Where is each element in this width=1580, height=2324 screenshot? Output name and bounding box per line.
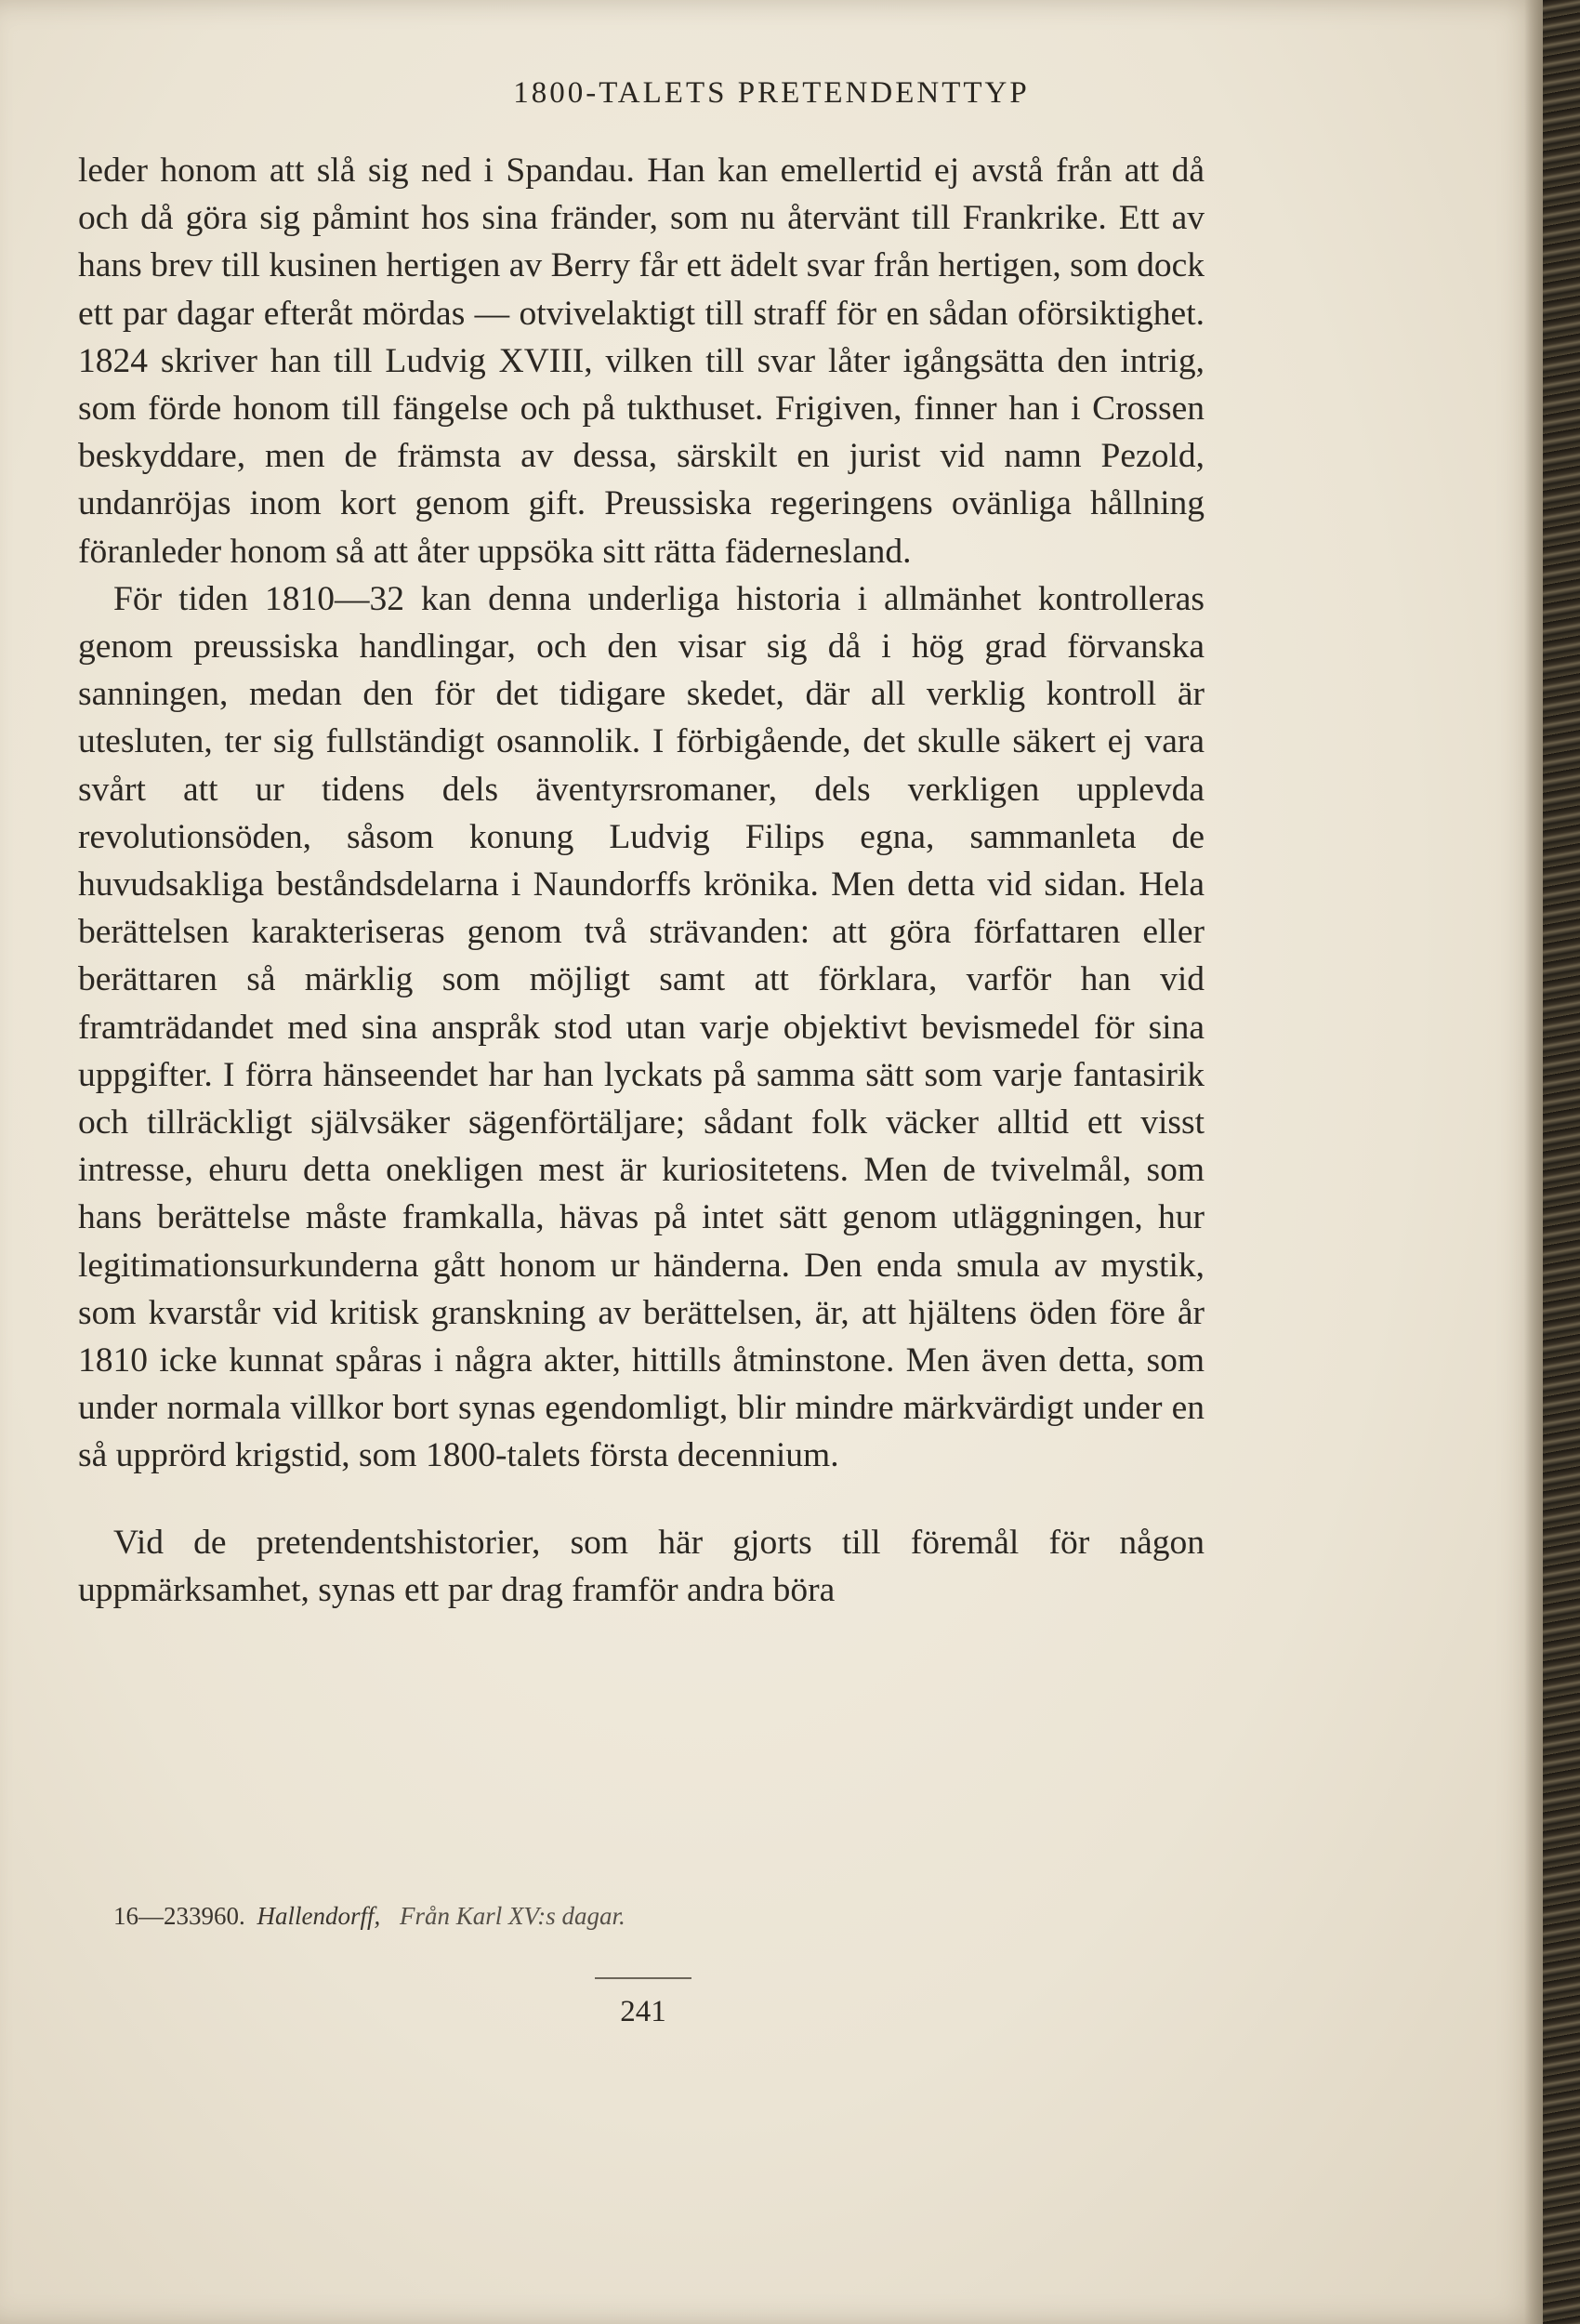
- page-number-rule: [595, 1977, 691, 1979]
- book-title: Från Karl XV:s dagar.: [400, 1902, 625, 1930]
- body-text: [78, 147, 1205, 1614]
- paragraph-2: För tiden 1810—32 kan denna underliga historia i allmänhet kontrolleras genom preussiska handlingar, och den visar sig då i hög grad förvanska sanningen, medan den för det tidigare skedet, där all verklig kontroll är utesluten, ter sig fullständigt osannolik. I förbigående, det skulle säkert ej vara svårt att ur tidens dels äventyrsromaner, dels verkligen upplevda revolutionsöden, såsom konung Ludvig Filips egna, sammanleta de huvudsakliga beståndsdelarna i Naundorffs krönika. Men detta vid sidan. Hela berättelsen karakteriseras genom två strävanden: att göra författaren eller berättaren så märklig som möjligt samt att förklara, varför han vid framträdandet med sina anspråk stod utan varje objektivt bevismedel för sina uppgifter. I förra hänseendet har han lyckats på samma sätt som varje fantasirik och tillräckligt självsäker sägenförtäljare; sådant folk väcker alltid ett visst intresse, ehuru detta onekligen mest är kuriositetens. Men de tvivelmål, som hans berättelse måste framkalla, hävas på intet sätt genom utläggningen, hur legitimationsurkunderna gått honom ur händerna. Den enda smula av mystik, som kvarstår vid kritisk granskning av berättelsen, är, att hjältens öden före år 1810 icke kunnat spåras i några akter, hittills åtminstone. Men även detta, som under normala villkor bort synas egendomligt, blir mindre märkvärdigt under en så upprörd krigstid, som 1800-talets första decennium.: [78, 579, 1205, 1475]
- running-title: 1800-TALETS PRETENDENTTYP: [513, 76, 1030, 110]
- signature-mark: 16—233960.: [113, 1902, 245, 1930]
- book-spine: [1543, 0, 1580, 2324]
- page-number: 241: [620, 1995, 666, 2028]
- page-edge-shadow: [1524, 0, 1545, 2324]
- printer-signature-line: [113, 1902, 625, 1931]
- paragraph-1: leder honom att slå sig ned i Spandau. Han kan emellertid ej avstå från att då och då göra sig påmint hos sina fränder, som nu återvänt till Frankrike. Ett av hans brev till kusinen hertigen av Berry får ett ädelt svar från hertigen, som dock ett par dagar efteråt mördas — otvivelaktigt till straff för en sådan oförsiktighet. 1824 skriver han till Ludvig XVIII, vilken till svar låter igångsätta den intrig, som förde honom till fängelse och på tukthuset. Frigiven, finner han i Crossen beskyddare, men de främsta av dessa, särskilt en jurist vid namn Pezold, undanröjas inom kort genom gift. Preussiska regeringens ovänliga hållning föranleder honom så att åter uppsöka sitt rätta fädernesland.: [78, 152, 1205, 571]
- author-name: Hallendorff,: [257, 1902, 381, 1930]
- paragraph-3: Vid de pretendentshistorier, som här gjorts till föremål för någon uppmärksamhet, synas ett par drag framför andra böra: [78, 1523, 1205, 1609]
